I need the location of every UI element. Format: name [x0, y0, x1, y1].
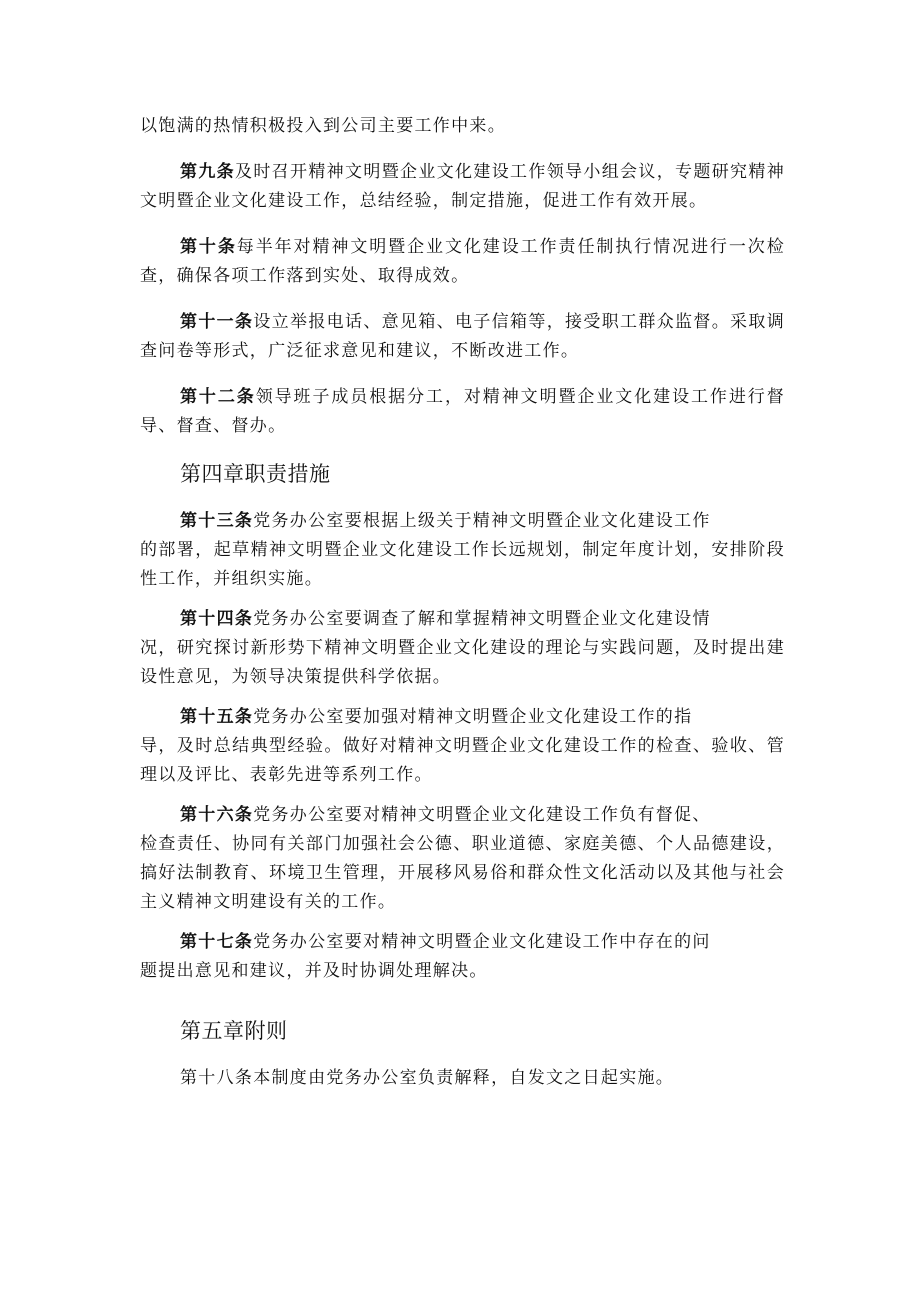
article-13-rest: 的部署，起草精神文明暨企业文化建设工作长远规划，制定年度计划，安排阶段性工作，并组织实施。	[140, 540, 785, 589]
document-page	[140, 112, 785, 1093]
article-12	[140, 383, 785, 441]
article-label: 第十三条	[180, 511, 254, 531]
article-text: 领导班子成员根据分工，对精神文明暨企业文化建设工作进行督导、督查、督办。	[140, 387, 785, 436]
article-16-rest: 检查责任、协同有关部门加强社会公德、职业道德、家庭美德、个人品德建设，搞好法制教育、环境卫生管理，开展移风易俗和群众性文化活动以及其他与社会主义精神文明建设有关的工作。	[140, 834, 785, 912]
article-text: 党务办公室要调查了解和掌握精神文明暨企业文化建设情	[253, 609, 711, 629]
article-label: 第十四条	[180, 609, 254, 629]
intro-paragraph: 以饱满的热情积极投入到公司主要工作中来。	[140, 116, 506, 136]
article-16-first-line	[140, 801, 785, 830]
article-text: 党务办公室要加强对精神文明暨企业文化建设工作的指	[253, 707, 693, 727]
article-text: 党务办公室要根据上级关于精神文明暨企业文化建设工作	[253, 511, 711, 531]
article-label: 第十二条	[180, 387, 256, 407]
article-text: 设立举报电话、意见箱、电子信箱等，接受职工群众监督。采取调查问卷等形式，广泛征求意见和建议，不断改进工作。	[140, 312, 785, 361]
article-label: 第十一条	[180, 312, 254, 332]
article-label: 第十条	[180, 237, 237, 257]
article-17-first-line	[140, 928, 785, 957]
article-15-rest: 导，及时总结典型经验。做好对精神文明暨企业文化建设工作的检查、验收、管理以及评比、表彰先进等系列工作。	[140, 736, 785, 785]
chapter-5-heading: 第五章附则	[180, 1019, 288, 1043]
article-9	[140, 158, 785, 216]
article-text: 及时召开精神文明暨企业文化建设工作领导小组会议，专题研究精神文明暨企业文化建设工作，总结经验，制定措施，促进工作有效开展。	[140, 162, 786, 211]
article-17-rest: 题提出意见和建议，并及时协调处理解决。	[140, 961, 488, 981]
article-label: 第九条	[180, 162, 236, 182]
article-label: 第十七条	[180, 932, 254, 952]
chapter-4-heading: 第四章职责措施	[180, 462, 331, 486]
article-15-first-line	[140, 703, 785, 732]
article-11	[140, 308, 785, 366]
article-14-first-line	[140, 605, 785, 634]
article-text: 党务办公室要对精神文明暨企业文化建设工作中存在的问	[253, 932, 711, 952]
article-label: 第十五条	[180, 707, 254, 727]
article-text: 党务办公室要对精神文明暨企业文化建设工作负有督促、	[253, 805, 711, 825]
article-14-rest: 况，研究探讨新形势下精神文明暨企业文化建设的理论与实践问题，及时提出建设性意见，为领导决策提供科学依据。	[140, 638, 785, 687]
article-text: 每半年对精神文明暨企业文化建设工作责任制执行情况进行一次检查，确保各项工作落到实处、取得成效。	[140, 237, 785, 286]
article-18: 第十八条本制度由党务办公室负责解释，自发文之日起实施。	[180, 1068, 675, 1088]
article-13-first-line	[140, 507, 785, 536]
article-10	[140, 233, 785, 291]
article-label: 第十六条	[180, 805, 254, 825]
